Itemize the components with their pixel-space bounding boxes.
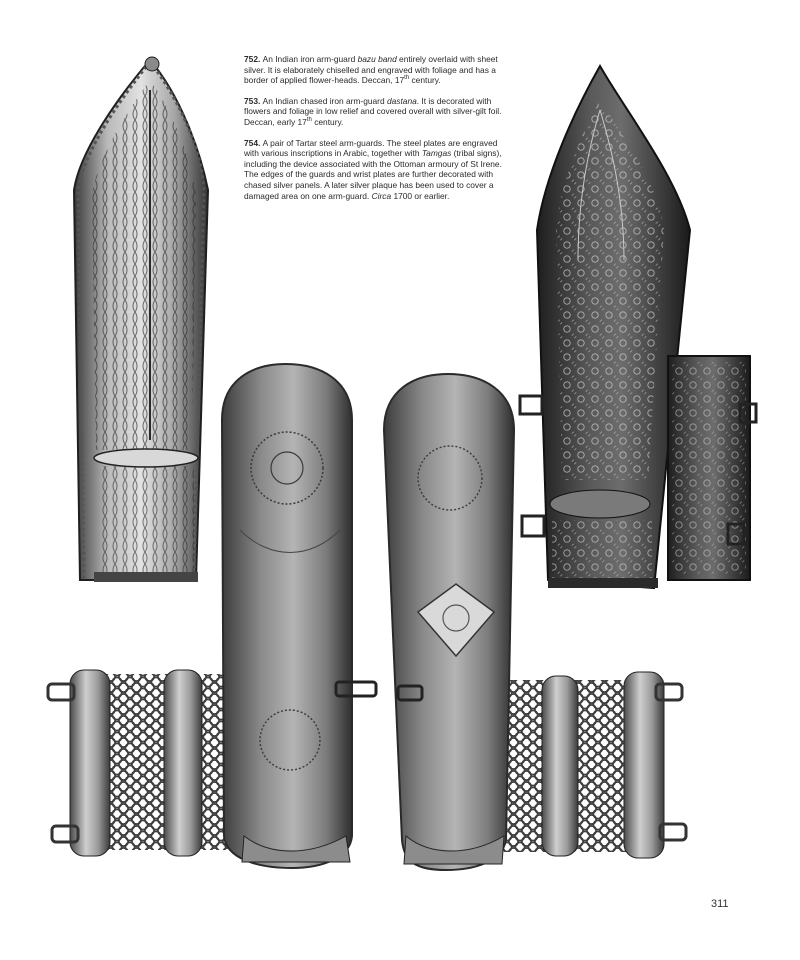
caption-block xyxy=(244,54,514,211)
caption-text: entirely overlaid with sheet silver. It is elaborately chiselled and engraved with foliage and has a border of applied flower-heads. Deccan, 17 xyxy=(244,54,498,86)
caption-text: bazu band xyxy=(357,54,397,64)
caption-text: dastana xyxy=(386,95,417,106)
caption-text: th xyxy=(306,117,312,124)
caption-text: Circa xyxy=(371,190,392,201)
caption-text: century. xyxy=(409,75,441,86)
caption-text: . It is decorated with flowers and foliage in low relief and covered overall with silver-gilt foil. Deccan, early 17 xyxy=(244,95,502,127)
caption-text: 1700 or earlier. xyxy=(391,190,450,201)
bazu-band-arm-guard xyxy=(74,57,208,582)
caption-number: 753. xyxy=(244,95,263,106)
page-number: 311 xyxy=(711,898,729,910)
caption-number: 752. xyxy=(244,54,263,64)
caption-754 xyxy=(244,138,514,202)
caption-753 xyxy=(244,96,514,128)
caption-text: An Indian iron arm-guard xyxy=(262,54,358,64)
caption-text: (tribal signs), including the device associated with the Ottoman armoury of St Irene. The edges of the guards and wrist plates are further decorated with chased silver panels. A later silver plaque has been used to cover a damaged area on one arm-guard. xyxy=(244,148,502,201)
dastana-arm-guard xyxy=(520,66,756,588)
caption-text: A pair of Tartar steel arm-guards. The steel plates are engraved with various inscriptions in Arabic, together with xyxy=(244,137,498,159)
caption-text: An Indian chased iron arm-guard xyxy=(262,95,387,106)
caption-text: century. xyxy=(311,116,344,127)
caption-text: Tamgas xyxy=(421,148,452,159)
caption-number: 754. xyxy=(244,137,263,148)
caption-text: th xyxy=(404,75,410,82)
caption-752 xyxy=(244,54,514,86)
